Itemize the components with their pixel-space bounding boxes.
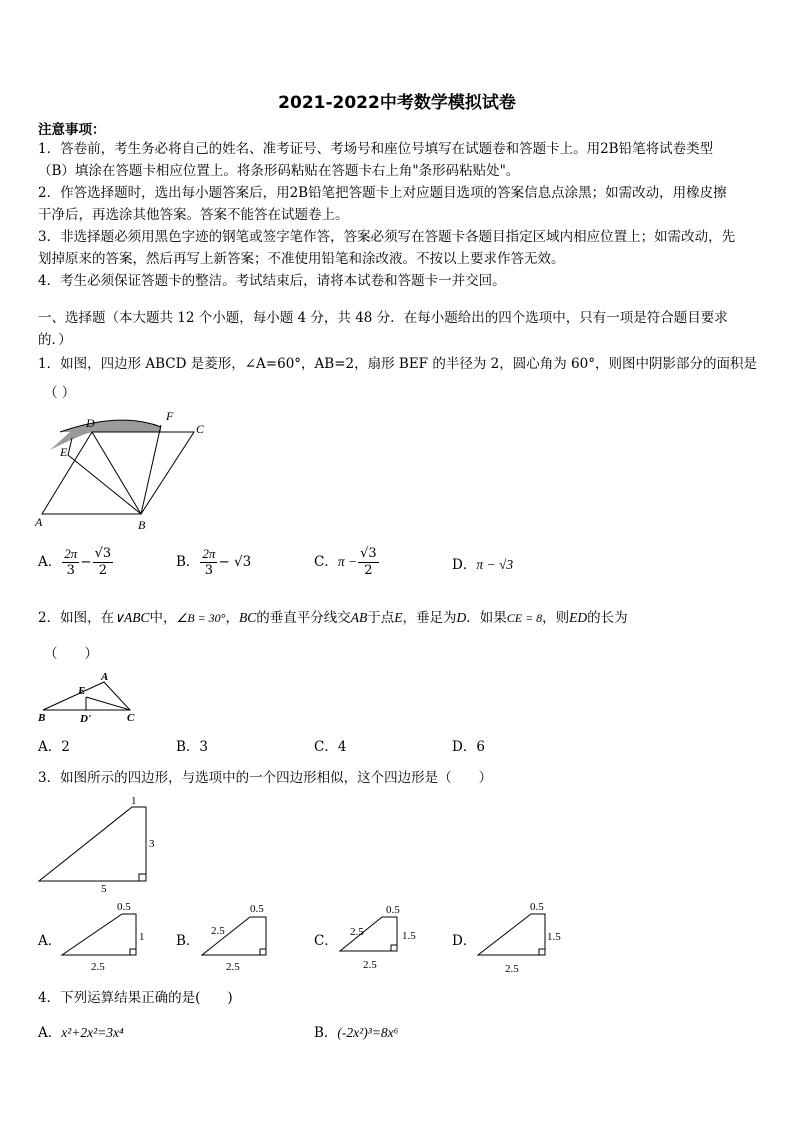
q3-option-d-figure: [472, 900, 572, 975]
svg-text:2.5: 2.5: [91, 961, 105, 973]
svg-text:0.5: 0.5: [117, 901, 131, 913]
q1-option-d[interactable]: D．π − √3: [452, 557, 514, 573]
q1-paren: （ ）: [44, 385, 76, 401]
svg-text:1.5: 1.5: [547, 931, 561, 943]
q1-figure: [30, 405, 220, 535]
section-heading: 一、选择题（本大题共 12 个小题，每小题 4 分，共 48 分．在每小题给出的四个选项中，只有一项是符合题目要求: [38, 310, 728, 326]
q2-label-a: A: [101, 671, 109, 683]
q2-label-c: C: [127, 712, 135, 724]
notes-line: 干净后，再选涂其他答案。答案不能答在试题卷上。: [38, 207, 349, 223]
q1-text: 1．如图，四边形 ABCD 是菱形，∠A=60°，AB=2，扇形 BEF 的半径为 2，圆心角为 60°，则图中阴影部分的面积是: [38, 356, 757, 372]
notes-line: （B）填涂在答题卡相应位置上。将条形码粘贴在答题卡右上角"条形码粘贴处"。: [38, 163, 520, 179]
notes-line: 2．作答选择题时，选出每小题答案后，用2B铅笔把答题卡上对应题目选项的答案信息点涂黑；如需改动，用橡皮擦: [38, 185, 727, 201]
notes-line: 3．非选择题必须用黑色字迹的钢笔或签字笔作答，答案必须写在答题卡各题目指定区域内相应位置上；如需改动，先: [38, 229, 736, 245]
svg-text:0.5: 0.5: [250, 903, 264, 915]
notes-heading: 注意事项：: [38, 122, 106, 138]
svg-text:2.5: 2.5: [226, 961, 240, 973]
q3-main-bottom: 5: [101, 883, 107, 895]
notes-line: 划掉原来的答案，然后再写上新答案；不准使用铅笔和涂改液。不按以上要求作答无效。: [38, 251, 565, 267]
q2-label-d: D': [80, 713, 91, 725]
section-heading-cont: 的．）: [38, 332, 72, 348]
q2-label-e: E: [78, 685, 86, 697]
q2-option-b[interactable]: B．3: [176, 739, 209, 755]
q1-label-f: F: [166, 409, 174, 423]
notes-line: 1．答卷前，考生务必将自己的姓名、准考证号、考场号和座位号填写在试题卷和答题卡上。用2B铅笔将试卷类型: [38, 141, 714, 157]
svg-text:1.5: 1.5: [402, 930, 416, 942]
q4-option-b[interactable]: B．(-2x²)³=8x⁶: [314, 1025, 399, 1041]
q3-option-b-label[interactable]: B．: [176, 933, 200, 949]
q1-label-c: C: [196, 422, 205, 436]
svg-text:2.5: 2.5: [350, 926, 364, 938]
q3-main-figure: [38, 793, 168, 893]
page-title: 2021-2022中考数学模拟试卷: [278, 93, 516, 113]
q2-option-d[interactable]: D．6: [452, 739, 485, 755]
q4-text: 4．下列运算结果正确的是( ): [38, 990, 233, 1006]
q3-option-a-figure: [58, 900, 148, 975]
q4-option-a[interactable]: A．x²+2x²=3x⁴: [38, 1025, 124, 1041]
q2-option-c[interactable]: C．4: [314, 739, 347, 755]
q3-option-c-label[interactable]: C．: [314, 933, 338, 949]
q3-option-d-label[interactable]: D．: [452, 933, 477, 949]
q1-option-c[interactable]: C．π − $\frac{√3}{2}$: [314, 546, 377, 578]
q3-option-c-figure: [334, 900, 429, 975]
svg-text:0.5: 0.5: [530, 901, 544, 913]
svg-text:2.5: 2.5: [363, 959, 377, 971]
q1-option-b[interactable]: B． $\frac{2\pi}{3}$ − √3: [176, 546, 252, 578]
q1-label-b: B: [138, 518, 146, 532]
svg-text:1: 1: [139, 931, 145, 943]
q1-label-a: A: [35, 515, 43, 529]
q3-text: 3．如图所示的四边形，与选项中的一个四边形相似，这个四边形是（ ）: [38, 770, 493, 786]
q3-option-b-figure: [196, 900, 286, 975]
q3-main-right: 3: [149, 838, 155, 850]
svg-text:2.5: 2.5: [211, 925, 225, 937]
q3-main-top: 1: [131, 795, 137, 807]
q1-label-d: D: [86, 416, 95, 430]
svg-text:0.5: 0.5: [386, 904, 400, 916]
q2-paren: （ ）: [44, 646, 98, 662]
q1-label-e: E: [60, 445, 68, 459]
q2-figure: [38, 668, 148, 728]
q2-label-b: B: [38, 712, 46, 724]
q1-option-a[interactable]: A． $\frac{2\pi}{3}$ − $\frac{√3}{2}$: [38, 546, 112, 578]
q2-text: 2．如图，在∨ABC中，∠B = 30°，BC的垂直平分线交AB于点E，垂足为D．如果CE = 8，则ED的长为: [38, 610, 628, 626]
notes-line: 4．考生必须保证答题卡的整洁。考试结束后，请将本试卷和答题卡一并交回。: [38, 273, 506, 289]
q2-option-a[interactable]: A．2: [38, 739, 70, 755]
q3-option-a-label[interactable]: A．: [38, 933, 62, 949]
svg-text:2.5: 2.5: [505, 963, 519, 975]
